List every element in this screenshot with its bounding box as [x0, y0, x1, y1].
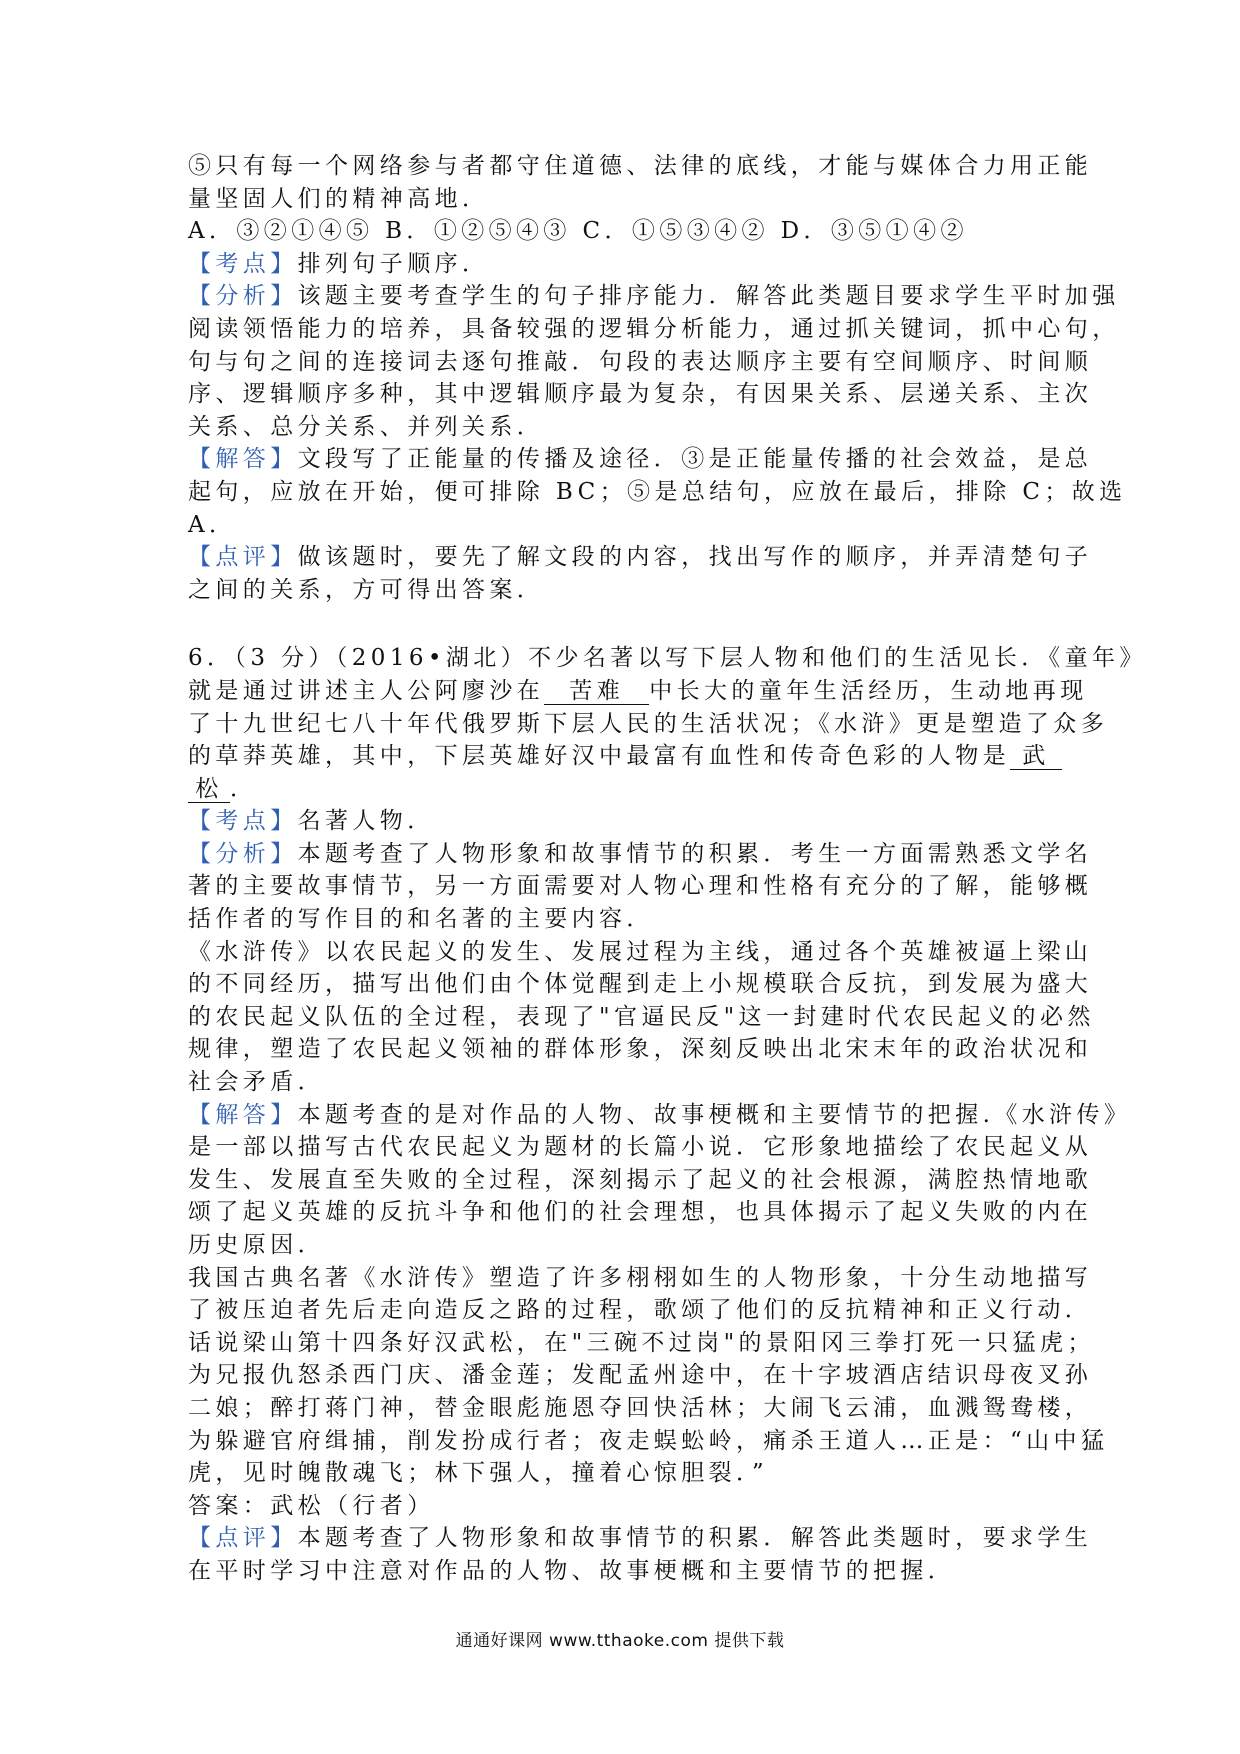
q5-fenxi-line5: 关系、总分关系、并列关系．: [188, 413, 545, 440]
q5-dianping-line1: [188, 541, 1093, 574]
dianping-tag: 【点评】: [188, 544, 298, 571]
q6-jieda-line1: [188, 1099, 1132, 1132]
q6-fenxi-line3: 括作者的写作目的和名著的主要内容．: [188, 906, 654, 933]
answer-blank-2a: 武: [1010, 743, 1062, 770]
q5-fenxi-line3: 句与句之间的连接词去逐句推敲．句段的表达顺序主要有空间顺序、时间顺: [188, 348, 1093, 375]
q6-jieda-line2: 是一部以描写古代农民起义为题材的长篇小说．它形象地描绘了农民起义从: [188, 1134, 1093, 1161]
q6-para2-line4: 为兄报仇怒杀西门庆、潘金莲；发配孟州途中，在十字坡酒店结识母夜叉孙: [188, 1362, 1093, 1389]
jieda-text: 文段写了正能量的传播及途径．③是正能量传播的社会效益，是总: [297, 446, 1093, 473]
section-gap: [188, 606, 1063, 642]
jieda-tag: 【解答】: [188, 1101, 298, 1128]
q6-stem-line5: [188, 773, 1063, 806]
dianping-text: 做该题时，要先了解文段的内容，找出写作的顺序，并弄清楚句子: [297, 544, 1093, 571]
kaodian-text: 排列句子顺序．: [297, 250, 490, 277]
q6-para1-line4: 规律，塑造了农民起义领袖的群体形象，深刻反映出北宋末年的政治状况和: [188, 1036, 1093, 1063]
answer-blank-1: 苦难: [544, 678, 649, 705]
q6-para2-line7: 虎，见时魄散魂飞；林下强人，撞着心惊胆裂．”: [188, 1460, 769, 1487]
q6-para2-line6: 为躲避官府缉捕，削发扮成行者；夜走蜈蚣岭，痛杀王道人…正是：“山中猛: [188, 1427, 1109, 1454]
kaodian-tag: 【考点】: [188, 250, 298, 277]
q6-fenxi-line1: [188, 838, 1093, 871]
q5-fenxi-line4: 序、逻辑顺序多种，其中逻辑顺序最为复杂，有因果关系、层递关系、主次: [188, 381, 1093, 408]
dianping-text: 本题考查了人物形象和故事情节的积累．解答此类题时，要求学生: [297, 1525, 1093, 1552]
kaodian-tag: 【考点】: [188, 808, 298, 835]
q6-para2-line3: 话说梁山第十四条好汉武松，在"三碗不过岗"的景阳冈三拳打死一只猛虎；: [188, 1329, 1095, 1356]
stem-text: 就是通过讲述主人公阿廖沙在: [188, 677, 545, 704]
fenxi-text: 该题主要考查学生的句子排序能力．解答此类题目要求学生平时加强: [297, 283, 1120, 310]
page-footer: 通通好课网 www.tthaoke.com 提供下载: [455, 1631, 785, 1651]
fenxi-tag: 【分析】: [188, 283, 298, 310]
q5-kaodian: [188, 248, 1063, 281]
q5-fenxi-line1: [188, 280, 1120, 313]
stem-text: ．: [230, 775, 258, 802]
q6-stem-line3: 了十九世纪七八十年代俄罗斯下层人民的生活状况；《水浒》更是塑造了众多: [188, 710, 1109, 737]
q6-para2-line5: 二娘；醉打蒋门神，替金眼彪施恩夺回快活林；大闹飞云浦，血溅鸳鸯楼，: [188, 1394, 1093, 1421]
stem-text: 的草莽英雄，其中，下层英雄好汉中最富有血性和传奇色彩的人物是: [188, 743, 1010, 770]
fenxi-text: 本题考查了人物形象和故事情节的积累．考生一方面需熟悉文学名: [297, 840, 1093, 867]
q6-para1-line2: 的不同经历，描写出他们由个体觉醒到走上小规模联合反抗，到发展为盛大: [188, 971, 1093, 998]
dianping-tag: 【点评】: [188, 1525, 298, 1552]
q6-stem-line4: [188, 740, 1063, 773]
q6-answer: 答案：武松（行者）: [188, 1492, 435, 1519]
q6-dianping-line1: [188, 1522, 1093, 1555]
q5-jieda-line2: 起句，应放在开始，便可排除 BC；⑤是总结句，应放在最后，排除 C；故选: [188, 478, 1127, 505]
q6-dianping-line2: 在平时学习中注意对作品的人物、故事梗概和主要情节的把握．: [188, 1557, 956, 1584]
q6-para2-line2: 了被压迫者先后走向造反之路的过程，歌颂了他们的反抗精神和正义行动．: [188, 1297, 1093, 1324]
q5-fenxi-line2: 阅读领悟能力的培养，具备较强的逻辑分析能力，通过抓关键词，抓中心句，: [188, 315, 1120, 342]
q6-para1-line5: 社会矛盾．: [188, 1069, 325, 1096]
jieda-text: 本题考查的是对作品的人物、故事梗概和主要情节的把握.《水浒传》: [297, 1101, 1132, 1128]
q6-jieda-line5: 历史原因．: [188, 1232, 325, 1258]
fenxi-tag: 【分析】: [188, 840, 298, 867]
q6-stem-line1: 6．（3 分）（2016•湖北）不少名著以写下层人物和他们的生活见长．《童年》: [188, 645, 1147, 672]
q5-options: A．③②①④⑤ B．①②⑤④③ C．①⑤③④② D．③⑤①④②: [188, 218, 968, 245]
q6-jieda-line3: 发生、发展直至失败的全过程，深刻揭示了起义的社会根源，满腔热情地歌: [188, 1166, 1093, 1193]
q5-item5-line2: 量坚固人们的精神高地．: [188, 185, 490, 212]
q6-kaodian: [188, 805, 1063, 838]
jieda-tag: 【解答】: [188, 446, 298, 473]
q6-fenxi-line2: 著的主要故事情节，另一方面需要对人物心理和性格有充分的了解，能够概: [188, 873, 1093, 900]
q6-para1-line1: 《水浒传》以农民起义的发生、发展过程为主线，通过各个英雄被逼上梁山: [188, 938, 1093, 965]
q6-para1-line3: 的农民起义队伍的全过程，表现了"官逼民反"这一封建时代农民起义的必然: [188, 1003, 1095, 1030]
stem-text: 中长大的童年生活经历，生动地再现: [649, 677, 1088, 704]
document-body: [188, 150, 1147, 1588]
q6-para2-line1: 我国古典名著《水浒传》塑造了许多栩栩如生的人物形象，十分生动地描写: [188, 1264, 1093, 1291]
answer-blank-2b: 松: [188, 776, 230, 803]
q5-dianping-line2: 之间的关系，方可得出答案．: [188, 576, 545, 603]
q5-jieda-line1: [188, 443, 1093, 476]
q5-jieda-line3: A．: [188, 511, 237, 538]
kaodian-text: 名著人物．: [297, 808, 435, 835]
q6-stem-line2: [188, 675, 1088, 708]
q6-jieda-line4: 颂了起义英雄的反抗斗争和他们的社会理想，也具体揭示了起义失败的内在: [188, 1199, 1093, 1226]
q5-item5-line1: ⑤只有每一个网络参与者都守住道德、法律的底线，才能与媒体合力用正能: [188, 153, 1093, 179]
